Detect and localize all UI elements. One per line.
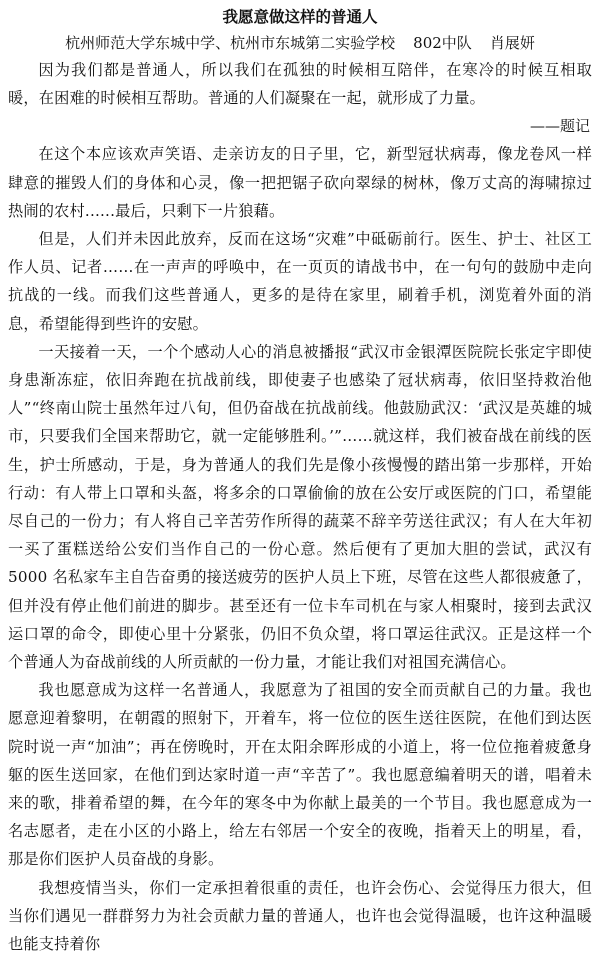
squad-name: 802中队: [413, 34, 472, 52]
author-name: 肖展妍: [489, 34, 535, 52]
epigraph-sign: ——题记: [529, 117, 590, 136]
paragraph: 我也愿意成为这样一名普通人，我愿意为了祖国的安全而贡献自己的力量。我也愿意迎着黎明，在朝霞的照射下，开着车，将一位位的医生送往医院，在他们到达医院时说一声“加油”；再在傍晚时，开在太阳余晖形成的小道上，将一位位拖着疲惫身躯的医生送回家，在他们到达家时道一声“辛苦了”。我也愿意编着明天的谱，唱着未来的歌，排着希望的舞，在今年的寒冬中为你献上最美的一个节目。我也愿意成为一名志愿者，走在小区的小路上，给左右邻居一个安全的夜晚，指着天上的明星，看，那是你们医护人员奋战的身影。: [8, 681, 592, 869]
paragraph: 一天接着一天，一个个感动人心的消息被播报“武汉市金银潭医院院长张定宇即使身患渐冻症，依旧奔跑在抗战前线，即使妻子也感染了冠状病毒，依旧坚持救治他人”“终南山院士虽然年过八旬，但仍奋战在抗战前线。他鼓励武汉：‘武汉是英雄的城市，只要我们全国来帮助它，就一定能够胜利。’”……就这样，我们被奋战在前线的医生，护士所感动，于是，身为普通人的我们先是像小孩慢慢的踏出第一步那样，开始行动：有人带上口罩和头盔，将多余的口罩偷偷的放在公安厅或医院的门口，希望能尽自己的一份力；有人将自己辛苦劳作所得的蔬菜不辞辛劳送往武汉；有人在大年初一买了蛋糕送给公安们当作自己的一份心意。然后便有了更加大胆的尝试，武汉有 5000 名私家车主自告奋勇的接送疲劳的医护人员上下班，尽管在这些人都很疲惫了，但并没有停止他们前进的脚步。甚至还有一位卡车司机在与家人相聚时，接到去武汉运口罩的命令，即使心里十分紧张，仍旧不负众望，将口罩运往武汉。正是这样一个个普通人为奋战前线的人所贡献的一份力量，才能让我们对祖国充满信心。: [8, 342, 592, 672]
essay-title: 我愿意做这样的普通人: [222, 7, 378, 26]
paragraph: 在这个本应该欢声笑语、走亲访友的日子里，它，新型冠状病毒，像龙卷风一样肆意的摧毁人们的身体和心灵，像一把把锯子砍向翠绿的树林，像万丈高的海啸掠过热闹的农村......最后，只剩下一片狼藉。: [8, 145, 592, 220]
epigraph-text: 因为我们都是普通人，所以我们在孤独的时候相互陪伴，在寒冷的时候互相取暖，在困难的时候相互帮助。普通的人们凝聚在一起，就形成了力量。: [8, 61, 592, 108]
school-name: 杭州师范大学东城中学、杭州市东城第二实验学校: [65, 34, 396, 52]
paragraph: 我想疫情当头，你们一定承担着很重的责任，也许会伤心、会觉得压力很大，但当你们遇见一群群努力为社会贡献力量的普通人，也许也会觉得温暖，也许这种温暖也能支持着你: [8, 878, 592, 954]
paragraph: 但是，人们并未因此放弃，反而在这场“灾难”中砥砺前行。医生、护士、社区工作人员、记者……在一声声的呼唤中，在一页页的请战书中，在一句句的鼓励中走向抗战的一线。而我们这些普通人，更多的是待在家里，刷着手机，浏览着外面的消息，希望能得到些许的安慰。: [8, 230, 592, 333]
author-byline: [8, 32, 592, 54]
